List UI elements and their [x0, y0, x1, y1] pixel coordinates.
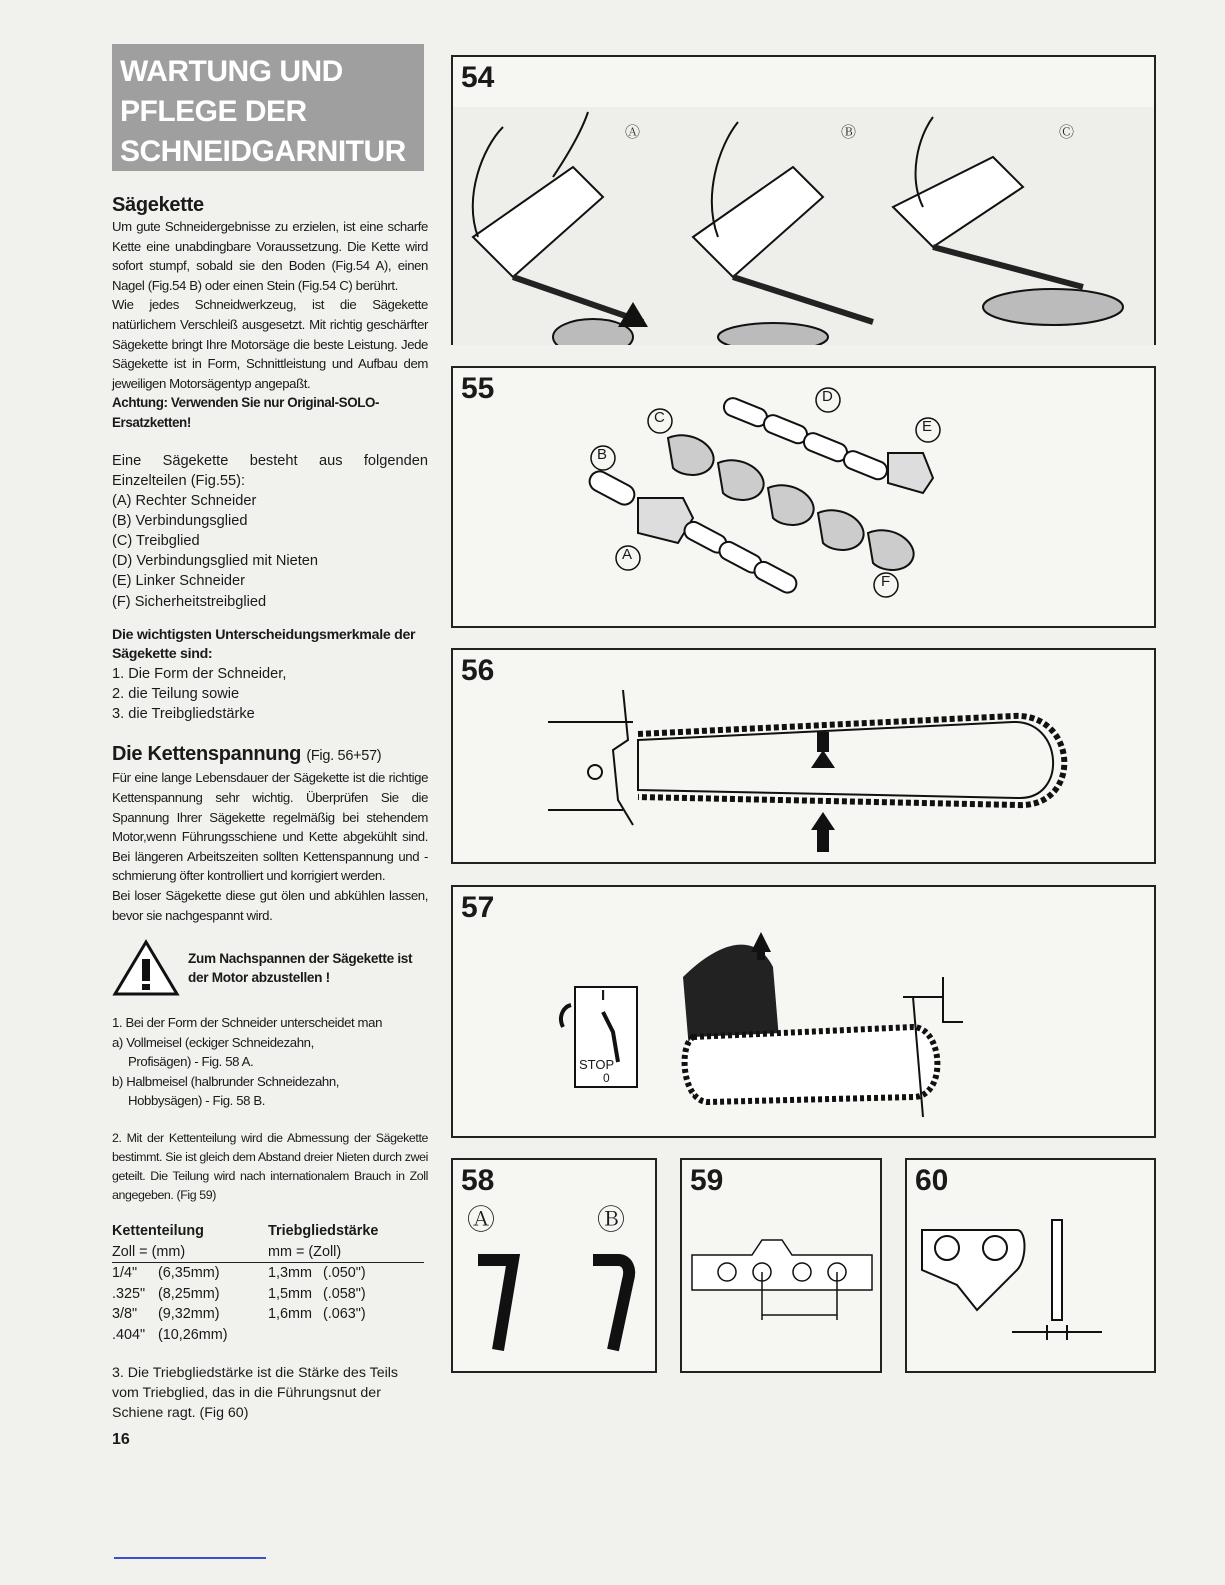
figure-56	[451, 648, 1156, 864]
table-row: 1/4" (6,35mm) 1,3mm (.050")	[112, 1265, 366, 1282]
form-a-detail: Profisägen) - Fig. 58 A.	[128, 1054, 254, 1070]
list-item: 3. die Treibgliedstärke	[112, 706, 255, 723]
table-subheader-zoll: Zoll = (mm)	[112, 1243, 186, 1260]
form-title: 1. Bei der Form der Schneider unterscheidet man	[112, 1015, 383, 1031]
parts-intro: Eine Sägekette besteht aus folgenden Einzelteilen (Fig.55):	[112, 452, 428, 489]
label-a: A	[622, 546, 633, 563]
saegekette-title: Sägekette	[112, 194, 204, 216]
figure-60	[905, 1158, 1156, 1373]
treibglied-paragraph: 3. Die Triebgliedstärke ist die Stärke des Teils vom Triebglied, das in die Führungsnut der Schiene ragt. (Fig 60)	[112, 1365, 398, 1422]
page-number: 16	[112, 1431, 130, 1449]
list-item: (F) Sicherheitstreibglied	[112, 593, 267, 610]
heading-line-2: PFLEGE DER	[120, 95, 307, 128]
list-item: 1. Die Form der Schneider,	[112, 665, 287, 682]
figure-number: 56	[461, 654, 495, 687]
label-c: Ⓒ	[1059, 124, 1075, 141]
figure-59	[680, 1158, 882, 1373]
figure-number: 60	[915, 1164, 949, 1197]
parts-list	[112, 491, 428, 612]
switch-on-label: I	[601, 987, 606, 1004]
table-row: 3/8" (9,32mm) 1,6mm (.063")	[112, 1306, 366, 1323]
kettenspannung-paragraph-1: Für eine lange Lebensdauer der Sägekette ist die richtige Kettenspannung sehr wichtig. Überprüfen Sie die Spannung Ihrer Sägekette regelmäßig bei stehendem Motor,wenn Führungsschiene und Kette abgekühlt sind. Bei längeren Arbeitszeiten sollten Kettenspannung und -schmierung öfter kontrolliert und korrigiert werden.	[112, 770, 428, 884]
label-d: D	[822, 388, 833, 405]
table-subheader-mm: mm = (Zoll)	[268, 1243, 342, 1260]
table-header-staerke: Triebgliedstärke	[268, 1223, 379, 1240]
list-item: 2. die Teilung sowie	[112, 685, 240, 702]
chain-pitch-illustration	[682, 1160, 880, 1371]
heading-line-1: WARTUNG UND	[120, 55, 343, 88]
form-a: a) Vollmeisel (eckiger Schneidezahn,	[112, 1034, 314, 1050]
teilung-paragraph: 2. Mit der Kettenteilung wird die Abmessung der Sägekette bestimmt. Sie ist gleich dem Abstand dreier Nieten durch zwei geteilt. Die Teilung wird nach internationalem Brauch in Zoll angegeben. (Fig 59)	[112, 1131, 428, 1203]
list-item: (D) Verbindungsglied mit Nieten	[112, 553, 319, 570]
figure-58	[451, 1158, 657, 1373]
chainsaw-contact-illustration	[453, 107, 1154, 345]
table-header-teilung: Kettenteilung	[112, 1223, 204, 1240]
kettenspannung-paragraph-2: Bei loser Sägekette diese gut ölen und abkühlen lassen, bevor sie nachgespannt wird.	[112, 887, 428, 923]
label-c: C	[654, 409, 665, 426]
label-b: Ⓑ	[597, 1204, 626, 1235]
drive-link-gauge-illustration	[907, 1160, 1154, 1371]
label-b: B	[597, 446, 608, 463]
kettenspannung-title: Die Kettenspannung (Fig. 56+57)	[112, 743, 382, 766]
list-item: (C) Treibglied	[112, 532, 200, 549]
kettenspannung-fig-ref: (Fig. 56+57)	[306, 748, 382, 765]
heading-line-3: SCHNEIDGARNITUR	[120, 135, 406, 168]
features-list	[112, 664, 428, 725]
bottom-link-underline[interactable]	[114, 1557, 266, 1559]
figure-57	[451, 885, 1156, 1138]
motor-warning-text: Zum Nachspannen der Sägekette ist der Motor abzustellen !	[188, 951, 413, 986]
chain-table	[112, 1221, 424, 1345]
switch-stop-label: STOP	[579, 1057, 615, 1072]
form-b-detail: Hobbysägen) - Fig. 58 B.	[128, 1093, 266, 1109]
figure-55	[451, 366, 1156, 628]
figure-number: 59	[690, 1164, 724, 1197]
figure-number: 58	[461, 1164, 495, 1197]
cutter-shapes-illustration	[453, 1160, 655, 1371]
figure-number: 54	[461, 61, 495, 94]
chain-tension-illustration	[453, 650, 1154, 862]
ersatzketten-warning: Achtung: Verwenden Sie nur Original-SOLO-Ersatzketten!	[112, 395, 380, 430]
warning-triangle-icon	[112, 939, 180, 997]
label-f: F	[881, 573, 891, 590]
table-row: .404" (10,26mm)	[112, 1326, 228, 1343]
list-item: (A) Rechter Schneider	[112, 492, 257, 509]
left-column	[112, 44, 428, 1449]
motor-warning	[112, 939, 428, 997]
figure-number: 55	[461, 372, 495, 405]
figure-number: 57	[461, 891, 495, 924]
figure-54	[451, 55, 1156, 345]
table-row: .325" (8,25mm) 1,5mm (.058")	[112, 1285, 366, 1302]
label-b: Ⓑ	[841, 124, 857, 141]
label-a: Ⓐ	[625, 124, 641, 141]
list-item: (E) Linker Schneider	[112, 573, 246, 590]
saegekette-paragraph-2: Wie jedes Schneidwerkzeug, ist die Sägekette natürlichem Verschleiß ausgesetzt. Mit richtig geschärfter Sägekette bringt Ihre Motorsäge die beste Leistung. Jede Sägekette ist in Form, Schnittleistung und Aufbau dem jeweiligen Motorsägentyp angepaßt.	[112, 297, 428, 391]
label-a: Ⓐ	[467, 1204, 496, 1235]
features-title: Die wichtigsten Unterscheidungsmerkmale der Sägekette sind:	[112, 626, 416, 662]
list-item: (B) Verbindungsglied	[112, 512, 248, 529]
chain-parts-illustration	[453, 368, 1154, 626]
label-e: E	[922, 418, 933, 435]
saegekette-paragraph-1: Um gute Schneidergebnisse zu erzielen, ist eine scharfe Kette eine unabdingbare Voraussetzung. Die Kette wird sofort stumpf, sobald sie den Boden (Fig.54 A), einen Nagel (Fig.54 B) oder einen Stein (Fig.54 C) berührt.	[112, 219, 428, 293]
motor-stop-illustration	[453, 887, 1154, 1136]
form-b: b) Halbmeisel (halbrunder Schneidezahn,	[112, 1073, 340, 1089]
section-heading	[112, 44, 424, 171]
switch-zero-label: 0	[603, 1071, 610, 1085]
